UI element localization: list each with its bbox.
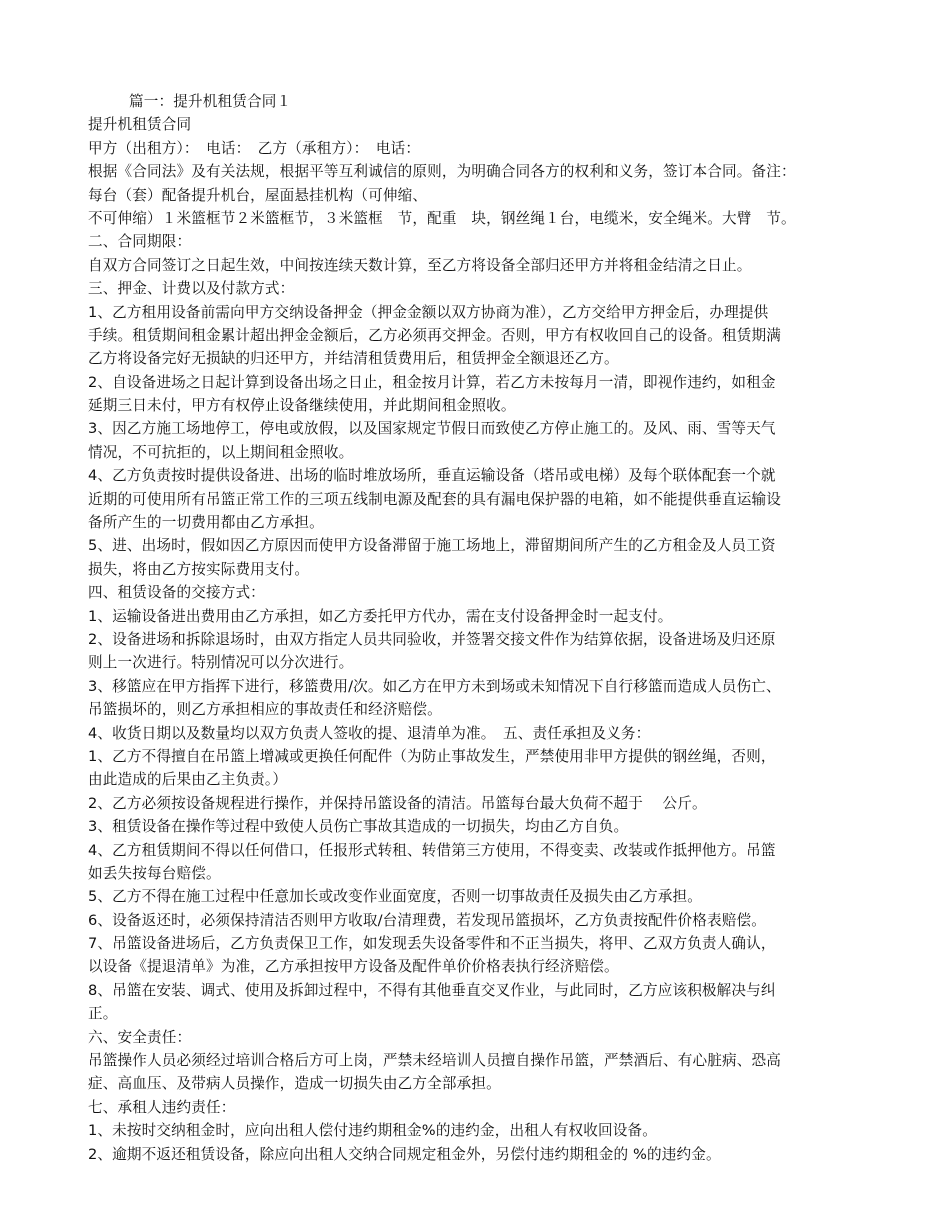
text-line: 6、设备返还时，必须保持清洁否则甲方收取/台清理费，若发现吊篮损坏，乙方负责按配件价格表赔偿。	[88, 911, 766, 929]
text-line: 根据《合同法》及有关法规，根据平等互利诚信的原则，为明确合同各方的权利和义务，签订本合同。备注：	[88, 163, 796, 181]
text-line: 延期三日未付，甲方有权停止设备继续使用，并此期间租金照收。	[88, 397, 516, 415]
text-line: 1、乙方租用设备前需向甲方交纳设备押金（押金金额以双方协商为准），乙方交给甲方押金后，办理提供	[88, 303, 769, 321]
text-line: 4、乙方负责按时提供设备进、出场的临时堆放场所，垂直运输设备（塔吊或电梯）及每个联体配套一个就	[88, 467, 776, 485]
text-line: 2、乙方必须按设备规程进行操作，并保持吊篮设备的清洁。吊篮每台最大负荷不超于 公斤。	[88, 794, 707, 812]
text-line: 5、乙方不得在施工过程中任意加长或改变作业面宽度，否则一切事故责任及损失由乙方承担。	[88, 888, 702, 906]
text-line: 由此造成的后果由乙主负责。）	[88, 771, 288, 789]
text-line: 2、设备进场和拆除退场时，由双方指定人员共同验收，并签署交接文件作为结算依据，设备进场及归还原	[88, 630, 776, 648]
text-line: 情况，不可抗拒的，以上期间租金照收。	[88, 443, 354, 461]
text-line: 四、租赁设备的交接方式：	[88, 584, 265, 602]
text-line: 1、乙方不得擅自在吊篮上增减或更换任何配件（为防止事故发生，严禁使用非甲方提供的钢丝绳，否则，	[88, 747, 776, 765]
text-line: 1、未按时交纳租金时，应向出租人偿付违约期租金%的违约金，出租人有权收回设备。	[88, 1122, 657, 1140]
text-line: 七、承租人违约责任：	[88, 1098, 236, 1116]
text-line: 六、安全责任：	[88, 1028, 192, 1046]
text-line: 3、因乙方施工场地停工，停电或放假，以及国家规定节假日而致使乙方停止施工的。及风、雨、雪等天气	[88, 420, 776, 438]
text-line: 如丢失按每台赔偿。	[88, 864, 221, 882]
text-line: 2、逾期不返还租赁设备，除应向出租人交纳合同规定租金外，另偿付违约期租金的 %的违约金。	[88, 1145, 721, 1163]
text-line: 吊篮操作人员必须经过培训合格后方可上岗，严禁未经培训人员擅自操作吊篮，严禁酒后、有心脏病、恐高	[88, 1052, 781, 1070]
contract-document	[88, 90, 868, 1166]
text-line: 损失，将由乙方按实际费用支付。	[88, 560, 310, 578]
text-line: 提升机租赁合同	[88, 116, 192, 134]
document-body	[88, 113, 868, 1166]
text-line: 症、高血压、及带病人员操作，造成一切损失由乙方全部承担。	[88, 1075, 501, 1093]
text-line: 则上一次进行。特别情况可以分次进行。	[88, 654, 354, 672]
text-line: 4、收货日期以及数量均以双方负责人签收的提、退清单为准。 五、责任承担及义务：	[88, 724, 651, 742]
text-line: 备所产生的一切费用都由乙方承担。	[88, 514, 324, 532]
text-line: 8、吊篮在安装、调式、使用及拆卸过程中，不得有其他垂直交叉作业，与此同时，乙方应该积极解决与纠	[88, 981, 776, 999]
text-line: 3、移篮应在甲方指挥下进行，移篮费用/次。如乙方在甲方未到场或未知情况下自行移篮而造成人员伤亡、	[88, 677, 781, 695]
document-title: 篇一：提升机租赁合同１	[129, 93, 292, 110]
text-line: 自双方合同签订之日起生效，中间按连续天数计算，至乙方将设备全部归还甲方并将租金结清之日止。	[88, 256, 752, 274]
text-line: 2、自设备进场之日起计算到设备出场之日止，租金按月计算，若乙方未按每月一清，即视作违约，如租金	[88, 373, 776, 391]
text-line: 5、进、出场时，假如因乙方原因而使甲方设备滞留于施工场地上，滞留期间所产生的乙方租金及人员工资	[88, 537, 776, 555]
text-line: 正。	[88, 1005, 118, 1023]
text-line: 吊篮损坏的，则乙方承担相应的事故责任和经济赔偿。	[88, 701, 442, 719]
text-line: 不可伸缩）１米篮框节２米篮框节，３米篮框 节，配重 块，钢丝绳１台，电缆米，安全绳米。大臂 节。	[88, 209, 796, 227]
text-line: 甲方（出租方）： 电话： 乙方（承租方）： 电话：	[88, 139, 421, 157]
text-line: 4、乙方租赁期间不得以任何借口，任报形式转租、转借第三方使用，不得变卖、改装或作抵押他方。吊篮	[88, 841, 776, 859]
text-line: 二、合同期限：	[88, 233, 192, 251]
text-line: 三、押金、计费以及付款方式：	[88, 280, 295, 298]
text-line: 1、运输设备进出费用由乙方承担，如乙方委托甲方代办，需在支付设备押金时一起支付。	[88, 607, 673, 625]
text-line: 以设备《提退清单》为准，乙方承担按甲方设备及配件单价价格表执行经济赔偿。	[88, 958, 619, 976]
text-line: 3、租赁设备在操作等过程中致使人员伤亡事故其造成的一切损失，均由乙方自负。	[88, 818, 629, 836]
text-line: 手续。租赁期间租金累计超出押金金额后，乙方必须再交押金。否则，甲方有权收回自己的设备。租赁期满	[88, 326, 781, 344]
text-line: 近期的可使用所有吊篮正常工作的三项五线制电源及配套的具有漏电保护器的电箱，如不能提供垂直运输设	[88, 490, 781, 508]
text-line: 乙方将设备完好无损缺的归还甲方，并结清租赁费用后，租赁押金全额退还乙方。	[88, 350, 619, 368]
text-line: 7、吊篮设备进场后，乙方负责保卫工作，如发现丢失设备零件和不正当损失，将甲、乙双方负责人确认，	[88, 935, 776, 953]
text-line: 每台（套）配备提升机台，屋面悬挂机构（可伸缩、	[88, 186, 428, 204]
